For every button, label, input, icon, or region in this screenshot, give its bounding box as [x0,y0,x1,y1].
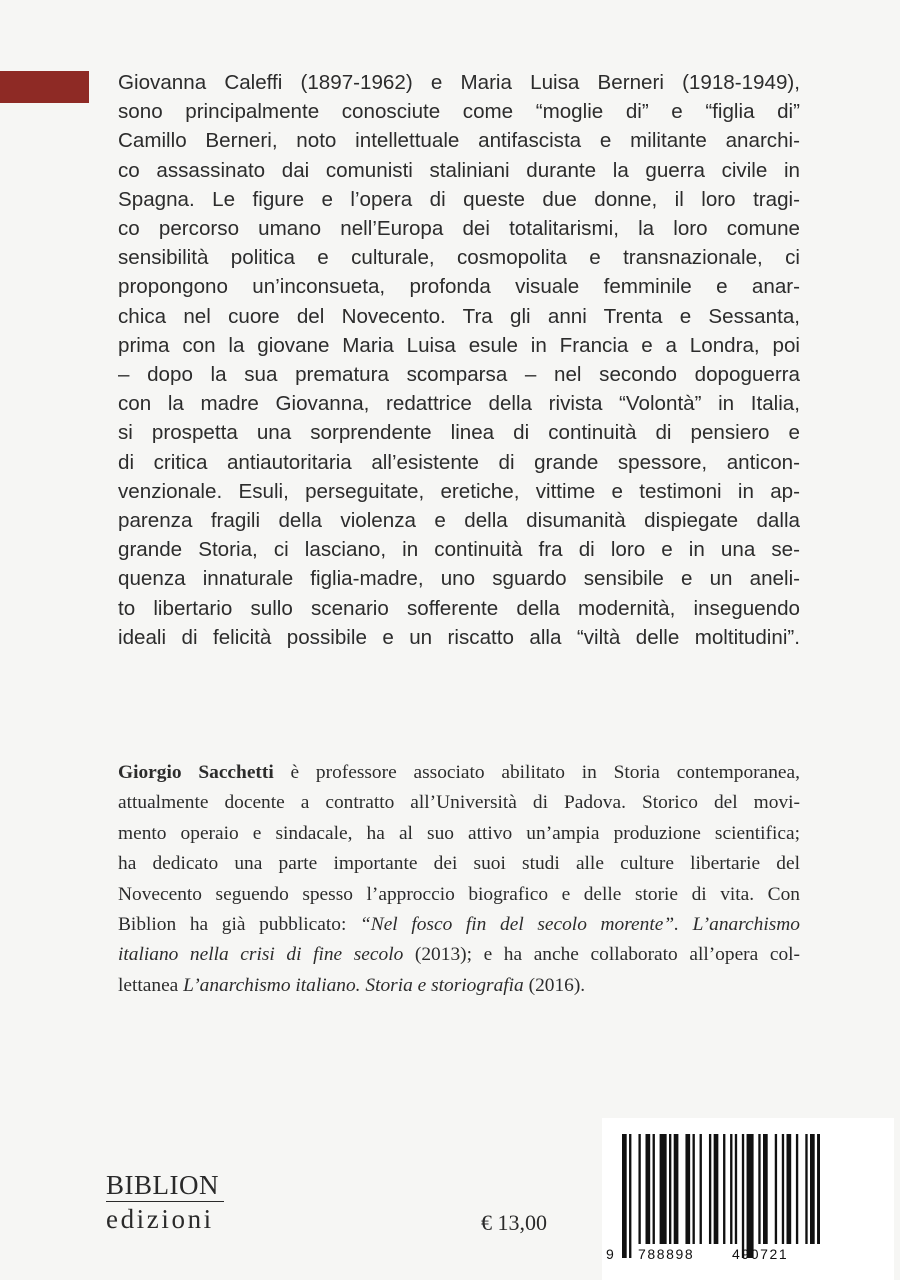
publisher-name: BIBLION [106,1170,224,1202]
blurb-line: co percorso umano nell’Europa dei totalitarismi, la loro comune [118,217,800,241]
bio-line [118,758,800,788]
blurb-line: parenza fragili della violenza e della disumanità dispiegate dalla [118,509,800,533]
barcode-bar [674,1134,679,1244]
barcode-bar [629,1134,631,1258]
barcode-bars [620,1134,820,1264]
author-bio [118,758,800,1001]
barcode-bar [735,1134,737,1244]
bio-line: mento operaio e sindacale, ha al suo attivo un’ampia produzione scientifica; [118,822,800,844]
blurb-line: chica nel cuore del Novecento. Tra gli anni Trenta e Sessanta, [118,304,800,328]
blurb-line: co assassinato dai comunisti staliniani durante la guerra civile in [118,158,800,182]
barcode-bar [653,1134,655,1244]
bio-line: Novecento seguendo spesso l’approccio biografico e delle storie di vita. Con [118,883,800,905]
blurb-line: di critica antiautoritaria all’esistente di grande spessore, anticon- [118,450,800,474]
bio-text: è professore associato abilitato in Storia contemporanea, [290,762,800,783]
blurb-line: Giovanna Caleffi (1897-1962) e Maria Luisa Berneri (1918-1949), [118,71,800,94]
author-name: Giorgio Sacchetti [118,762,274,783]
barcode-bar [709,1134,711,1244]
bio-line [118,910,800,940]
book-title: italiano nella crisi di fine secolo [118,944,404,966]
book-title: L’anarchismo italiano. Storia e storiografia [183,974,524,996]
barcode-bar [685,1134,690,1244]
barcode-bar [638,1134,640,1244]
barcode-bar [730,1134,732,1244]
blurb-line: grande Storia, ci lasciano, in continuità fra di loro e in una se- [118,538,800,562]
blurb-line: – dopo la sua prematura scomparsa – nel secondo dopoguerra [118,363,800,387]
publisher-subname: edizioni [106,1204,214,1234]
barcode-digit-first: 9 [606,1246,616,1262]
bio-text: (2013); e ha anche collaborato all’opera col- [403,944,800,966]
blurb-line: venzionale. Esuli, perseguitate, eretiche, vittime e testimoni in ap- [118,479,800,503]
barcode-bar [669,1134,671,1244]
barcode-bar [775,1134,777,1244]
blurb-line: si prospetta una sorprendente linea di continuità di pensiero e [118,421,800,445]
barcode-bar [758,1134,760,1244]
bio-line: attualmente docente a contratto all’Università di Padova. Storico del movi- [118,792,800,814]
barcode-bar [796,1134,798,1244]
book-title: “Nel fosco fin del secolo morente”. L’anarchismo [359,914,800,936]
bio-text: Biblion ha già pubblicato: [118,914,360,936]
barcode-bar [646,1134,651,1244]
blurb-line: con la madre Giovanna, redattrice della rivista “Volontà” in Italia, [118,392,800,416]
barcode-bar [782,1134,784,1244]
barcode-digits-right: 490721 [732,1246,789,1262]
barcode-bar [700,1134,702,1244]
bio-text: lettanea [118,974,184,996]
barcode-bar [742,1134,744,1258]
blurb-line: quenza innaturale figlia-madre, uno sguardo sensibile e un aneli- [118,567,800,591]
accent-bar [0,71,89,103]
barcode-digits-left: 788898 [638,1246,695,1262]
blurb-line: propongono un’inconsueta, profonda visuale femminile e anar- [118,275,800,299]
barcode-bar [714,1134,719,1244]
blurb-line: prima con la giovane Maria Luisa esule in Francia e a Londra, poi [118,333,800,357]
barcode [602,1118,894,1280]
blurb-line: to libertario sullo scenario sofferente della modernità, inseguendo [118,596,800,620]
barcode-bar [723,1134,725,1244]
barcode-bar [763,1134,768,1244]
publisher-logo [106,1170,224,1236]
barcode-bar [693,1134,695,1244]
barcode-bar [787,1134,792,1244]
bio-text: (2016). [523,974,586,996]
blurb-line: sensibilità politica e culturale, cosmopolita e transnazionale, ci [118,246,800,270]
back-cover-blurb [118,68,800,652]
blurb-line: sono principalmente conosciute come “moglie di” e “figlia di” [118,100,800,124]
bio-line [118,940,800,970]
barcode-bar [747,1134,754,1258]
barcode-bar [660,1134,667,1244]
bio-line: ha dedicato una parte importante dei suoi studi alle culture libertarie del [118,853,800,875]
blurb-line: ideali di felicità possibile e un riscatto alla “viltà delle moltitudini”. [118,625,800,649]
barcode-bar [622,1134,627,1258]
blurb-line: Camillo Berneri, noto intellettuale antifascista e militante anarchi- [118,129,800,153]
blurb-line: Spagna. Le figure e l’opera di queste due donne, il loro tragi- [118,187,800,211]
barcode-bar [805,1134,807,1244]
bio-line [118,971,800,1001]
barcode-bar [817,1134,820,1244]
price: € 13,00 [481,1210,547,1235]
barcode-bar [810,1134,815,1244]
